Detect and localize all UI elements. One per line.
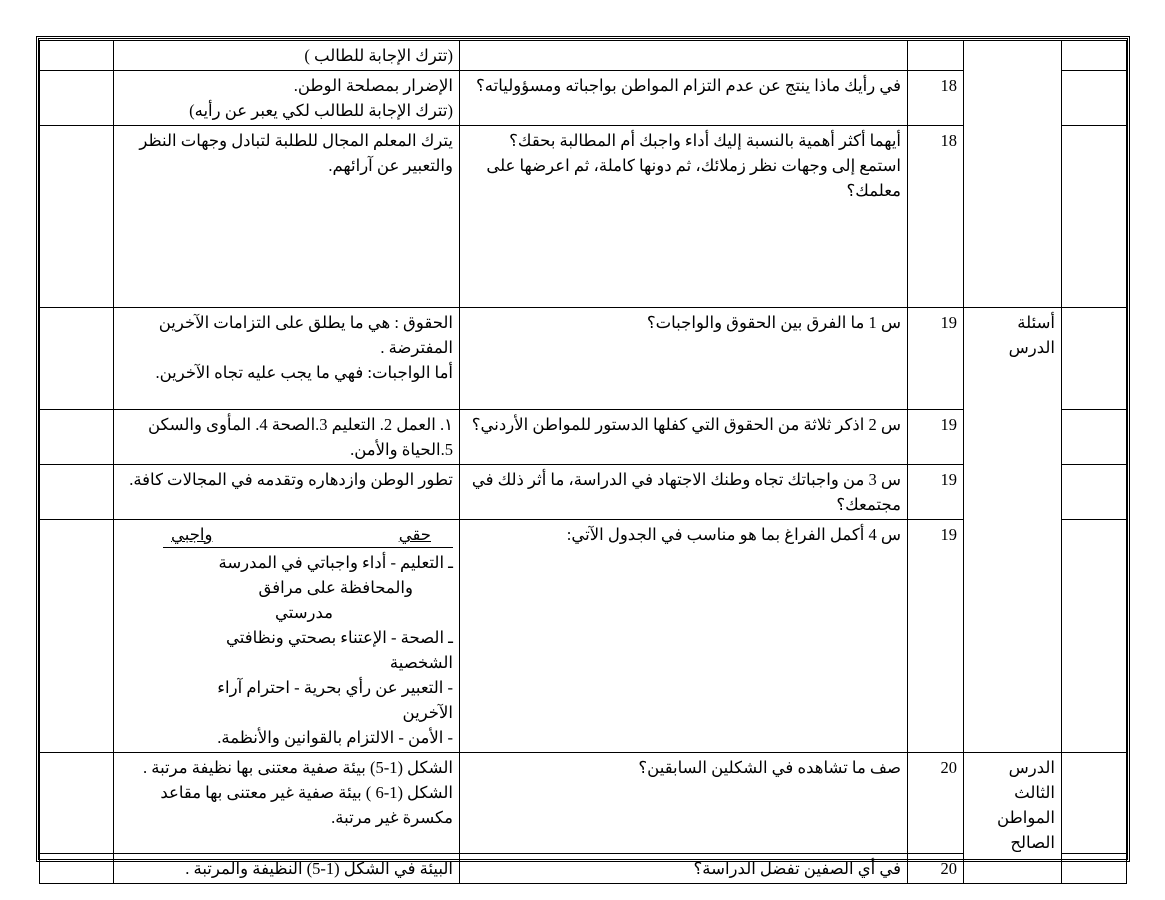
question-cell — [460, 41, 908, 71]
table-row — [40, 753, 1127, 854]
page-number — [908, 41, 964, 71]
question-cell: صف ما تشاهده في الشكلين السابقين؟ — [460, 753, 908, 854]
answer-cell: الإضرار بمصلحة الوطن. (تترك الإجابة للطالب لكي يعبر عن رأيه) — [114, 71, 460, 126]
page-number: 19 — [908, 520, 964, 753]
table-row — [40, 41, 1127, 71]
blank-cell — [1062, 854, 1127, 884]
blank-cell — [40, 41, 114, 71]
question-cell: س 3 من واجباتك تجاه وطنك الاجتهاد في الدراسة، ما أثر ذلك في مجتمعك؟ — [460, 465, 908, 520]
question-cell: أيهما أكثر أهمية بالنسبة إليك أداء واجبك أم المطالبة بحقك؟ استمع إلى وجهات نظر زملائك، ثم دونها كاملة، ثم اعرضها على معلمك؟ — [460, 126, 908, 308]
question-cell: س 1 ما الفرق بين الحقوق والواجبات؟ — [460, 308, 908, 410]
page-number: 18 — [908, 71, 964, 126]
answer-cell: البيئة في الشكل (1-5) النظيفة والمرتبة . — [114, 854, 460, 884]
blank-cell — [1062, 308, 1127, 410]
table-row — [40, 308, 1127, 410]
blank-cell — [1062, 520, 1127, 753]
answer-cell: الحقوق : هي ما يطلق على التزامات الآخرين المفترضة . أما الواجبات: فهي ما يجب عليه تجاه الآخرين. — [114, 308, 460, 410]
blank-cell — [40, 410, 114, 465]
question-cell: س 2 اذكر ثلاثة من الحقوق التي كفلها الدستور للمواطن الأردني؟ — [460, 410, 908, 465]
header-rule — [163, 547, 453, 548]
page-number: 20 — [908, 854, 964, 884]
answer-cell: تطور الوطن وازدهاره وتقدمه في المجالات كافة. — [114, 465, 460, 520]
blank-cell — [40, 753, 114, 854]
blank-cell — [1062, 41, 1127, 71]
table-row — [40, 71, 1127, 126]
blank-cell — [40, 854, 114, 884]
answer-cell: الشكل (1-5) بيئة صفية معتنى بها نظيفة مرتبة . الشكل (1-6 ) بيئة صفية غير معتنى بها مقاعد مكسرة غير مرتبة. — [114, 753, 460, 854]
page-number: 20 — [908, 753, 964, 854]
blank-cell — [40, 465, 114, 520]
answers-table — [39, 40, 1127, 884]
rights-heading: حقي — [398, 525, 431, 544]
blank-cell — [40, 308, 114, 410]
question-cell: س 4 أكمل الفراغ بما هو مناسب في الجدول الآتي: — [460, 520, 908, 753]
question-cell: في أي الصفين تفضل الدراسة؟ — [460, 854, 908, 884]
duties-heading: واجبي — [171, 525, 213, 544]
table-row — [40, 465, 1127, 520]
blank-cell — [1062, 71, 1127, 126]
answer-cell: ١. العمل 2. التعليم 3.الصحة 4. المأوى والسكن 5.الحياة والأمن. — [114, 410, 460, 465]
blank-cell — [40, 126, 114, 308]
table-row — [40, 854, 1127, 884]
table-row — [40, 410, 1127, 465]
section-cell: أسئلة الدرس — [964, 308, 1062, 753]
page-number: 18 — [908, 126, 964, 308]
blank-cell — [1062, 465, 1127, 520]
page-number: 19 — [908, 308, 964, 410]
answer-cell: حقي واجبي ـ التعليم - أداء واجباتي في المدرسة والمحافظة على مرافق مدرستي ـ الصحة - الإعتناء بصحتي ونظافتي الشخصية - التعبير عن رأي بحرية - احترام آراء الآخرين - الأمن - الالتزام بالقوانين والأنظمة. — [114, 520, 460, 753]
question-cell: في رأيك ماذا ينتج عن عدم التزام المواطن بواجباته ومسؤولياته؟ — [460, 71, 908, 126]
answer-cell: يترك المعلم المجال للطلبة لتبادل وجهات النظر والتعبير عن آرائهم. — [114, 126, 460, 308]
blank-cell — [40, 71, 114, 126]
section-cell — [964, 41, 1062, 308]
blank-cell — [40, 520, 114, 753]
rights-duties-header — [171, 522, 431, 547]
blank-cell — [1062, 410, 1127, 465]
table-row — [40, 126, 1127, 308]
table-row — [40, 520, 1127, 753]
blank-cell — [1062, 753, 1127, 854]
section-cell: الدرس الثالث المواطن الصالح — [964, 753, 1062, 884]
blank-cell — [1062, 126, 1127, 308]
page-number: 19 — [908, 410, 964, 465]
page-number: 19 — [908, 465, 964, 520]
answer-cell: (تترك الإجابة للطالب ) — [114, 41, 460, 71]
